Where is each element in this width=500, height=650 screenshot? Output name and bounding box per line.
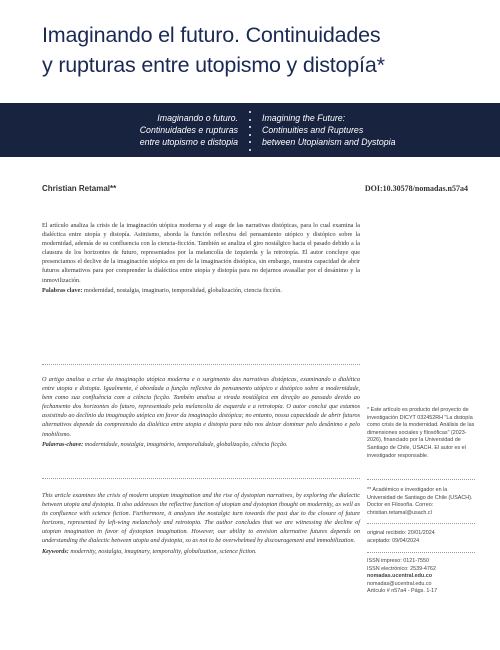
abstract-spanish bbox=[42, 221, 360, 295]
divider bbox=[42, 478, 360, 479]
abstract-english bbox=[42, 491, 360, 556]
sidebar-divider bbox=[367, 479, 475, 480]
journal-email[interactable]: nomadas@ucentral.edu.co bbox=[367, 580, 432, 587]
en-title-line: Imagining the Future: bbox=[262, 113, 346, 123]
abstract-text: El artículo analiza la crisis de la imaginación utópica moderna y el auge de las narrativas distópicas, para lo cual examina la dialéctica entre utopía y distopía. Asimismo, aborda la función reflexiva del pensamiento utópico y distópico sobre la modernidad, además de su confluencia con la ciencia-ficción. También se analiza el giro nostálgico hacia el pasado debido a la clausura de los horizontes de futuro, representados por la melancolía de izquierda y la retrotopía. El autor concluye que presenciamos el declive de la imaginación utópica en pro de la imaginación distópica, sin embargo, muestra capacidad de abrir futuros alternativos para por comprender la dialéctica entre utopía y distopía para no dejarnos avasallar por el desánimo y la inmovilización. bbox=[42, 222, 360, 284]
keywords bbox=[42, 440, 360, 449]
en-title-line: Continuities and Ruptures bbox=[262, 125, 364, 135]
en-title-line: between Utopianism and Dystopia bbox=[262, 137, 396, 147]
dates-block bbox=[367, 530, 475, 545]
pt-title-line: entre utopismo e distopia bbox=[139, 137, 238, 147]
title-line-1: Imaginando el futuro. Continuidades bbox=[42, 23, 381, 47]
keywords-label: Keywords: bbox=[42, 547, 69, 555]
abstract-text: This article examines the crisis of modern utopian imagination and the rise of dystopian narratives, by exploring the dialectic between utopia and dystopia. It also addresses the reflective function of utopian and dystopian thought on modernity, as well as its confluence with science fiction. Furthermore, it analyzes the nostalgic turn towards the past due to the closure of future horizons, represented by left-wing melancholy and retrotopia. The author concludes that we are witnessing the decline of utopian imagination in favor of dystopian imagination. However, our ability to envision alternative futures depends on understanding the dialectic between utopia and dystopia, so as not to be overwhelmed by discouragement and immobilization. bbox=[42, 492, 360, 545]
pt-title-line: Imaginando o futuro. bbox=[157, 113, 238, 123]
publication-info bbox=[367, 558, 475, 596]
portuguese-title bbox=[18, 112, 238, 148]
received-date: original recibido: 20/01/2024 bbox=[367, 530, 435, 536]
article-pages: Artículo # n57a4 - Págs. 1-17 bbox=[367, 588, 438, 595]
keywords-label: Palavras-chave: bbox=[42, 440, 84, 448]
abstract-portuguese bbox=[42, 375, 360, 449]
keywords-list: modernidade, nostalgia, imaginário, temporalidade, globalização, ciência ficção. bbox=[84, 440, 288, 448]
accepted-date: aceptado: 09/04/2024 bbox=[367, 537, 420, 544]
sidebar-divider bbox=[367, 552, 475, 553]
issn-electronic: ISSN electrónico: 2539-4762 bbox=[367, 565, 436, 572]
keywords-list: modernity, nostalgia, imaginary, temporality, globalization, science fiction. bbox=[70, 547, 257, 555]
article-title bbox=[42, 20, 462, 80]
keywords-list: modernidad, nostalgia, imaginario, temporalidad, globalización, ciencia ficción. bbox=[83, 286, 282, 294]
footnote-project: * Este artículo es producto del proyecto de investigación DICYT 032452RH "La distopía como crisis de la modernidad. Análisis de las dimensiones sociales y filosóficas" (2023-2026), financiado por la Universidad de Santiago de Chile, USACH. El autor es el investigador responsable. bbox=[367, 407, 475, 459]
keywords bbox=[42, 286, 360, 295]
keywords-label: Palabras clave: bbox=[42, 286, 83, 294]
abstract-text: O artigo analisa a crise da imaginação utópica moderna e o surgimento das narrativas distópicas, examinando a dialética entre utopia e distopia. Igualmente, é abordada a função reflexiva do pensamento utópico e distópico sobre a modernidade, bem como sua confluência com a ciência ficção. Também analisa a virada nostálgica em direção ao passado devido ao fechamento dos horizontes do futuro, representado pela melancolia de esquerda e a retrotopia. O autor conclui que estamos assistindo ao declínio da imaginação utópica em favor da imaginação distópica; no entanto, nossa capacidade de abrir futuros alternativos depende da compreensão da dialética entre utopia e distopia para não nos deixar dominar pelo desânimo e pelo imobilismo. bbox=[42, 376, 360, 438]
title-line-2: y rupturas entre utopismo y distopía* bbox=[42, 53, 385, 77]
footnote-author: ** Académico e investigador en la Universidad de Santiago de Chile (USACH). Doctor en Filosofía. Correo: christian.retamal@usach.cl bbox=[367, 487, 473, 516]
author-name: Christian Retamal** bbox=[42, 184, 117, 193]
pt-title-line: Continuidades e rupturas bbox=[139, 125, 238, 135]
issn-print: ISSN impreso: 0121-7550 bbox=[367, 558, 430, 564]
sidebar-divider bbox=[367, 523, 475, 524]
band-divider-dots bbox=[247, 111, 253, 151]
keywords bbox=[42, 547, 360, 556]
divider bbox=[42, 364, 360, 365]
translated-titles-band bbox=[0, 103, 500, 157]
doi-link[interactable]: DOI:10.30578/nomadas.n57a4 bbox=[364, 184, 468, 193]
english-title bbox=[262, 112, 482, 148]
journal-website[interactable]: nomadas.ucentral.edu.co bbox=[367, 573, 433, 580]
